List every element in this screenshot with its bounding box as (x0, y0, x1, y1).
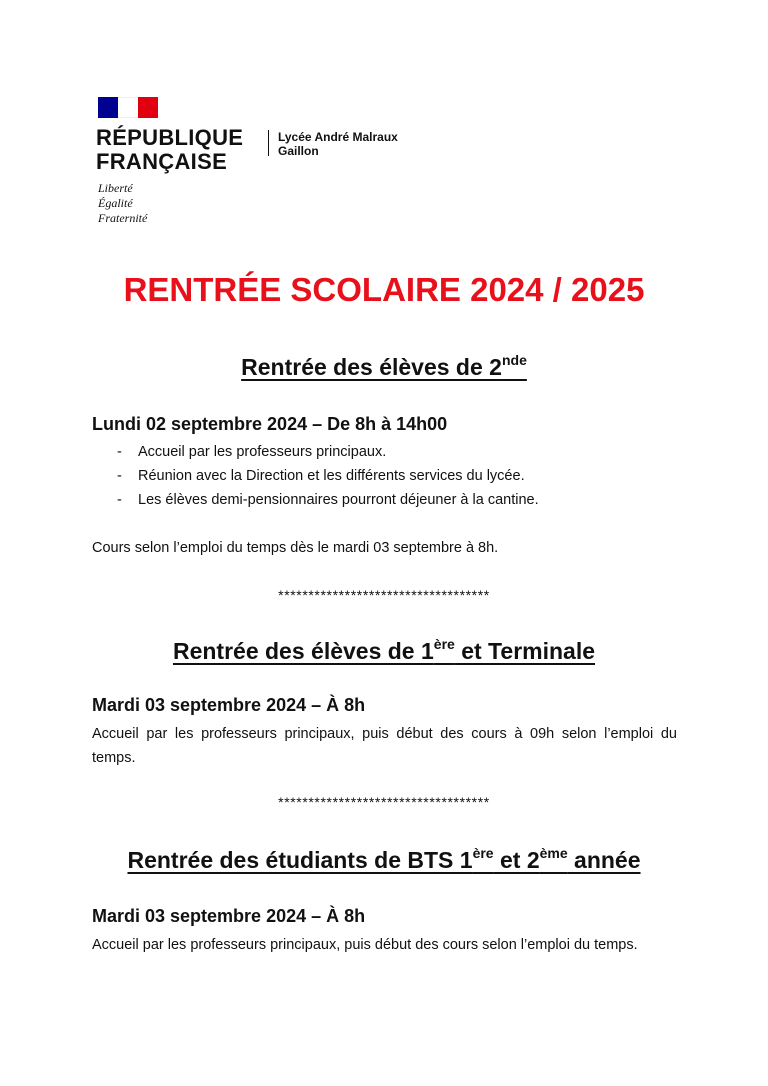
republic-motto (98, 181, 147, 226)
motto-egalite: Égalité (98, 196, 133, 210)
republic-line-1: RÉPUBLIQUE (96, 125, 244, 150)
section-heading-seconde (0, 352, 768, 382)
page-title: RENTRÉE SCOLAIRE 2024 / 2025 (123, 271, 645, 308)
section-date-seconde: Lundi 02 septembre 2024 – De 8h à 14h00 (92, 414, 448, 434)
republique-francaise-wordmark (96, 126, 243, 174)
section-heading-underline (241, 354, 527, 380)
heading-superscript: ère (472, 845, 494, 861)
section-date-bts: Mardi 03 septembre 2024 – À 8h (92, 906, 366, 926)
heading-superscript: ère (433, 636, 455, 652)
school-city: Gaillon (278, 144, 319, 158)
heading-text: et 2 (493, 847, 540, 873)
list-item: - Réunion avec la Direction et les différents services du lycée. (92, 464, 539, 488)
heading-superscript: nde (501, 352, 527, 368)
republic-line-2: FRANÇAISE (96, 149, 228, 174)
section-date-premiere-terminale: Mardi 03 septembre 2024 – À 8h (92, 695, 366, 715)
section-heading-underline (173, 638, 595, 664)
section-text-bts: Accueil par les professeurs principaux, puis début des cours selon l’emploi du temps. (92, 937, 638, 953)
heading-superscript: ème (539, 845, 568, 861)
school-identity (278, 130, 398, 158)
heading-text: et Terminale (454, 638, 596, 664)
flag-blue-band (98, 97, 118, 118)
section-heading-premiere-terminale (0, 636, 768, 666)
school-name: Lycée André Malraux (278, 130, 398, 144)
list-item: - Accueil par les professeurs principaux. (92, 440, 539, 464)
heading-text: Rentrée des élèves de 1 (172, 638, 434, 664)
flag-red-band (138, 97, 158, 118)
separator-stars: *********************************** (278, 587, 490, 603)
heading-text: Rentrée des élèves de 2 (241, 354, 502, 380)
heading-text: année (567, 847, 641, 873)
section-heading-underline (127, 847, 640, 873)
section-heading-bts (0, 845, 768, 875)
motto-liberte: Liberté (98, 181, 133, 195)
motto-fraternite: Fraternité (98, 211, 148, 225)
header-divider (268, 130, 269, 156)
bullet-list-seconde (92, 440, 539, 512)
flag-white-band (118, 97, 138, 118)
schedule-note: Cours selon l’emploi du temps dès le mardi 03 septembre à 8h. (92, 540, 499, 556)
section-text-premiere-terminale: Accueil par les professeurs principaux, puis début des cours à 09h selon l’emploi du temps. (92, 726, 677, 766)
separator-stars: *********************************** (278, 794, 490, 810)
list-item: - Les élèves demi-pensionnaires pourront déjeuner à la cantine. (92, 488, 539, 512)
republique-francaise-flag-logo (98, 97, 158, 118)
heading-text: Rentrée des étudiants de BTS 1 (127, 847, 473, 873)
